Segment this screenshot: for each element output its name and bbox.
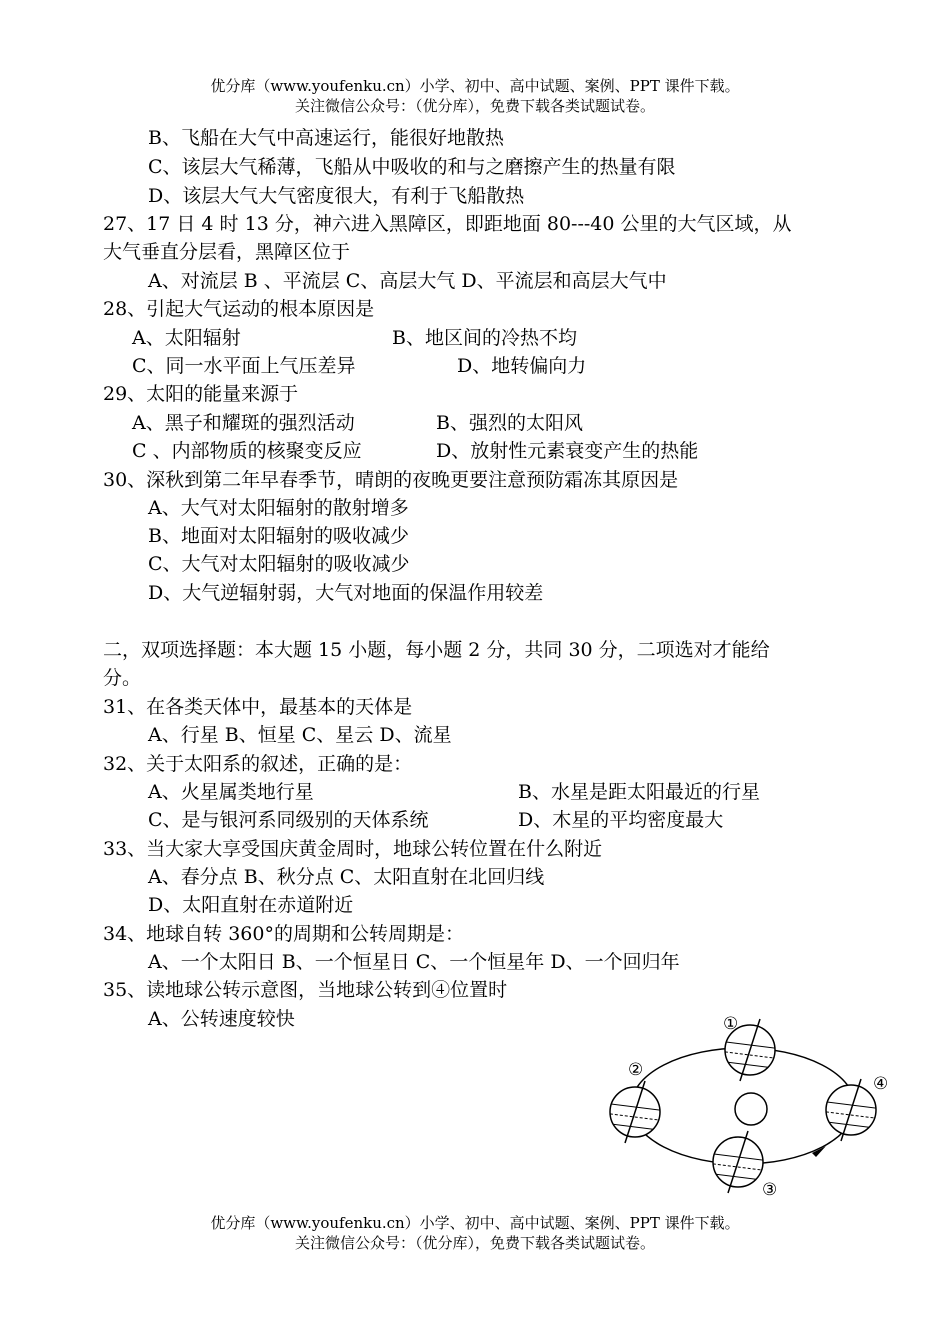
q32-option-b: B、水星是距太阳最近的行星 xyxy=(518,781,760,803)
q32-option-d: D、木星的平均密度最大 xyxy=(518,809,724,831)
q28-option-b: B、地区间的冷热不均 xyxy=(392,327,577,349)
orbit-label-3: ③ xyxy=(762,1180,778,1200)
q32-option-a: A、火星属类地行星 xyxy=(148,781,314,803)
q27-stem-line-2: 大气垂直分层看，黑障区位于 xyxy=(103,241,351,263)
q28-option-d: D、地转偏向力 xyxy=(457,355,587,377)
footer-line-2: 关注微信公众号：（优分库），免费下载各类试题试卷。 xyxy=(294,1234,655,1252)
q33-options-abc: A、春分点 B、秋分点 C、太阳直射在北回归线 xyxy=(148,866,545,888)
section-2-heading-line-2: 分。 xyxy=(103,667,142,689)
header-line-1: 优分库（www.youfenku.cn）小学、初中、高中试题、案例、PPT 课件下载。 xyxy=(210,77,740,95)
q29-option-d: D、放射性元素衰变产生的热能 xyxy=(436,440,699,462)
header-line-2: 关注微信公众号：（优分库），免费下载各类试题试卷。 xyxy=(294,97,655,115)
orbit-label-4: ④ xyxy=(873,1074,889,1094)
q33-option-d: D、太阳直射在赤道附近 xyxy=(148,894,354,916)
q35-option-a: A、公转速度较快 xyxy=(148,1008,295,1030)
q26-option-d: D、该层大气大气密度很大，有利于飞船散热 xyxy=(148,185,525,207)
q35-stem: 35、读地球公转示意图，当地球公转到④位置时 xyxy=(103,979,508,1001)
q28-stem: 28、引起大气运动的根本原因是 xyxy=(103,298,375,320)
q29-option-b: B、强烈的太阳风 xyxy=(436,412,583,434)
q27-options: A、对流层 B 、平流层 C、高层大气 D、平流层和高层大气中 xyxy=(148,270,667,292)
earth-orbit-diagram xyxy=(590,1005,910,1200)
q28-option-c: C、同一水平面上气压差异 xyxy=(132,355,356,377)
q30-option-d: D、大气逆辐射弱，大气对地面的保温作用较差 xyxy=(148,582,544,604)
q29-option-a: A、黑子和耀斑的强烈活动 xyxy=(132,412,355,434)
q33-stem: 33、当大家大享受国庆黄金周时，地球公转位置在什么附近 xyxy=(103,838,603,860)
q34-options: A、一个太阳日 B、一个恒星日 C、一个恒星年 D、一个回归年 xyxy=(148,951,680,973)
q30-option-c: C、大气对太阳辐射的吸收减少 xyxy=(148,553,410,575)
sun xyxy=(735,1093,767,1125)
q29-option-c: C 、内部物质的核聚变反应 xyxy=(132,440,362,462)
q31-stem: 31、在各类天体中，最基本的天体是 xyxy=(103,696,413,718)
q30-stem: 30、深秋到第二年早春季节，晴朗的夜晚更要注意预防霜冻其原因是 xyxy=(103,469,679,491)
q27-stem-line-1: 27、17 日 4 时 13 分，神六进入黑障区，即距地面 80---40 公里的大气区域，从 xyxy=(103,213,792,235)
earth-position-2 xyxy=(595,1081,675,1143)
q28-option-a: A、太阳辐射 xyxy=(132,327,241,349)
footer-line-1: 优分库（www.youfenku.cn）小学、初中、高中试题、案例、PPT 课件下载。 xyxy=(210,1214,740,1232)
q31-options: A、行星 B、恒星 C、星云 D、流星 xyxy=(148,724,452,746)
q26-option-c: C、该层大气稀薄，飞船从中吸收的和与之磨擦产生的热量有限 xyxy=(148,156,676,178)
q30-option-a: A、大气对太阳辐射的散射增多 xyxy=(148,497,409,519)
q32-option-c: C、是与银河系同级别的天体系统 xyxy=(148,809,429,831)
q26-option-b: B、飞船在大气中高速运行，能很好地散热 xyxy=(148,127,504,149)
section-2-heading-line-1: 二，双项选择题：本大题 15 小题，每小题 2 分，共同 30 分，二项选对才能给 xyxy=(103,639,770,661)
q29-stem: 29、太阳的能量来源于 xyxy=(103,383,299,405)
orbit-label-2: ② xyxy=(628,1060,644,1080)
q34-stem: 34、地球自转 360°的周期和公转周期是： xyxy=(103,923,464,945)
q32-stem: 32、关于太阳系的叙述，正确的是： xyxy=(103,753,413,775)
orbit-label-1: ① xyxy=(723,1014,739,1034)
q30-option-b: B、地面对太阳辐射的吸收减少 xyxy=(148,525,409,547)
